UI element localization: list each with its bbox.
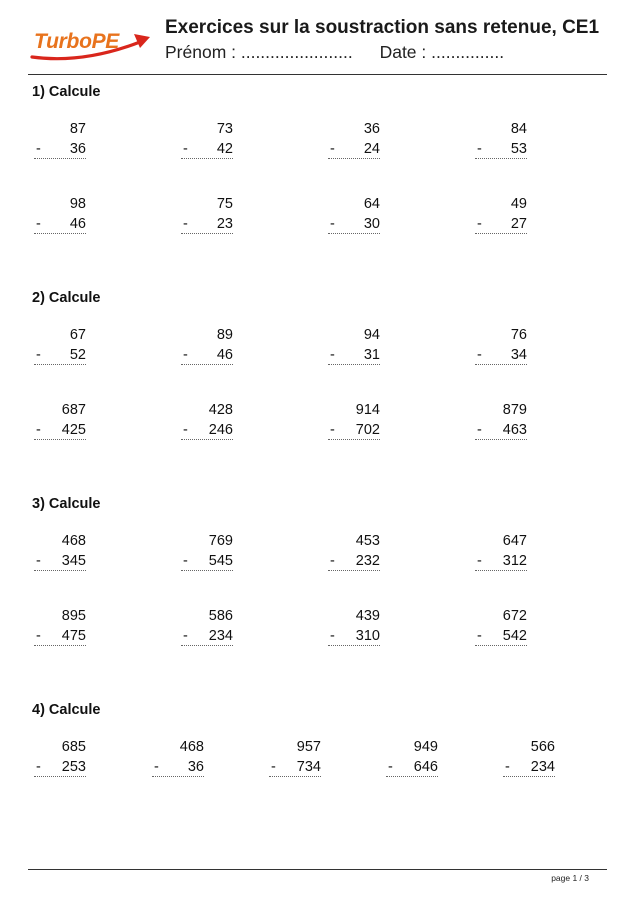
answer-line <box>328 570 380 571</box>
subtrahend: 24 <box>363 141 380 157</box>
minus-sign: - <box>330 141 335 157</box>
subtraction-problem <box>475 121 535 161</box>
minus-sign: - <box>505 759 510 775</box>
footer-divider <box>28 869 607 870</box>
section-title: 2) Calcule <box>32 290 101 306</box>
subtraction-problem <box>475 327 535 367</box>
subtraction-problem <box>269 739 329 779</box>
minus-sign: - <box>477 628 482 644</box>
minus-sign: - <box>36 422 41 438</box>
minuend: 685 <box>61 739 86 755</box>
minuend: 89 <box>216 327 233 343</box>
subtraction-problem <box>328 402 388 442</box>
subtrahend: 425 <box>61 422 86 438</box>
minuend: 428 <box>208 402 233 418</box>
header-divider <box>28 74 607 75</box>
subtrahend: 463 <box>502 422 527 438</box>
answer-line <box>475 233 527 234</box>
subtrahend: 345 <box>61 553 86 569</box>
minuend: 67 <box>69 327 86 343</box>
minuend: 687 <box>61 402 86 418</box>
logo-text: TurboPE <box>34 30 120 53</box>
subtraction-problem <box>328 121 388 161</box>
minuend: 87 <box>69 121 86 137</box>
answer-line <box>475 158 527 159</box>
answer-line <box>181 364 233 365</box>
answer-line <box>475 570 527 571</box>
minus-sign: - <box>477 422 482 438</box>
minus-sign: - <box>330 628 335 644</box>
answer-line <box>34 645 86 646</box>
minus-sign: - <box>183 347 188 363</box>
date-field: Date : ............... <box>379 42 505 62</box>
minuend: 453 <box>355 533 380 549</box>
minuend: 895 <box>61 608 86 624</box>
minuend: 647 <box>502 533 527 549</box>
answer-line <box>181 570 233 571</box>
minuend: 94 <box>363 327 380 343</box>
minuend: 672 <box>502 608 527 624</box>
subtraction-problem <box>34 327 94 367</box>
subtrahend: 702 <box>355 422 380 438</box>
minus-sign: - <box>477 141 482 157</box>
answer-line <box>328 439 380 440</box>
subtrahend: 312 <box>502 553 527 569</box>
answer-line <box>475 645 527 646</box>
subtraction-problem <box>328 196 388 236</box>
minuend: 98 <box>69 196 86 212</box>
minuend: 84 <box>510 121 527 137</box>
subtraction-problem <box>181 327 241 367</box>
answer-line <box>181 645 233 646</box>
answer-line <box>475 364 527 365</box>
section-title: 4) Calcule <box>32 702 101 718</box>
subtraction-problem <box>475 533 535 573</box>
section-title: 1) Calcule <box>32 84 101 100</box>
minus-sign: - <box>36 141 41 157</box>
answer-line <box>328 233 380 234</box>
answer-line <box>34 158 86 159</box>
subtraction-problem <box>152 739 212 779</box>
subtrahend: 27 <box>510 216 527 232</box>
answer-line <box>181 439 233 440</box>
minus-sign: - <box>330 347 335 363</box>
answer-line <box>328 645 380 646</box>
minuend: 586 <box>208 608 233 624</box>
prenom-field: Prénom : ....................... <box>165 42 353 62</box>
minuend: 73 <box>216 121 233 137</box>
minus-sign: - <box>36 553 41 569</box>
page-number: page 1 / 3 <box>551 873 589 883</box>
answer-line <box>34 570 86 571</box>
minuend: 949 <box>413 739 438 755</box>
subtrahend: 646 <box>413 759 438 775</box>
answer-line <box>34 364 86 365</box>
subtraction-problem <box>328 608 388 648</box>
minuend: 49 <box>510 196 527 212</box>
minus-sign: - <box>183 141 188 157</box>
subtraction-problem <box>34 739 94 779</box>
subtraction-problem <box>34 533 94 573</box>
minus-sign: - <box>183 216 188 232</box>
minuend: 468 <box>179 739 204 755</box>
subtraction-problem <box>181 121 241 161</box>
answer-line <box>34 439 86 440</box>
subtrahend: 246 <box>208 422 233 438</box>
subtrahend: 30 <box>363 216 380 232</box>
minuend: 36 <box>363 121 380 137</box>
minus-sign: - <box>477 553 482 569</box>
subtraction-problem <box>181 533 241 573</box>
answer-line <box>152 776 204 777</box>
minuend: 468 <box>61 533 86 549</box>
answer-line <box>269 776 321 777</box>
minus-sign: - <box>388 759 393 775</box>
minus-sign: - <box>271 759 276 775</box>
minus-sign: - <box>477 216 482 232</box>
section-title: 3) Calcule <box>32 496 101 512</box>
subtrahend: 545 <box>208 553 233 569</box>
answer-line <box>475 439 527 440</box>
minuend: 957 <box>296 739 321 755</box>
minuend: 64 <box>363 196 380 212</box>
minuend: 439 <box>355 608 380 624</box>
minus-sign: - <box>36 216 41 232</box>
minus-sign: - <box>36 759 41 775</box>
subtrahend: 232 <box>355 553 380 569</box>
subtrahend: 310 <box>355 628 380 644</box>
subtraction-problem <box>34 121 94 161</box>
answer-line <box>328 364 380 365</box>
minus-sign: - <box>36 347 41 363</box>
subtrahend: 36 <box>69 141 86 157</box>
subtraction-problem <box>34 402 94 442</box>
minus-sign: - <box>183 422 188 438</box>
subtrahend: 542 <box>502 628 527 644</box>
minus-sign: - <box>330 422 335 438</box>
subtrahend: 234 <box>208 628 233 644</box>
answer-line <box>503 776 555 777</box>
answer-line <box>386 776 438 777</box>
subtrahend: 253 <box>61 759 86 775</box>
subtraction-problem <box>386 739 446 779</box>
minus-sign: - <box>154 759 159 775</box>
subtrahend: 36 <box>187 759 204 775</box>
subtrahend: 475 <box>61 628 86 644</box>
subtrahend: 34 <box>510 347 527 363</box>
subtrahend: 234 <box>530 759 555 775</box>
subtraction-problem <box>475 402 535 442</box>
subtraction-problem <box>475 608 535 648</box>
minuend: 566 <box>530 739 555 755</box>
minuend: 879 <box>502 402 527 418</box>
subtraction-problem <box>181 402 241 442</box>
subtrahend: 46 <box>216 347 233 363</box>
minuend: 914 <box>355 402 380 418</box>
subtrahend: 42 <box>216 141 233 157</box>
answer-line <box>181 233 233 234</box>
subtrahend: 52 <box>69 347 86 363</box>
subtraction-problem <box>181 196 241 236</box>
minus-sign: - <box>183 628 188 644</box>
minus-sign: - <box>183 553 188 569</box>
minus-sign: - <box>477 347 482 363</box>
name-date-line <box>165 42 504 63</box>
answer-line <box>34 233 86 234</box>
subtrahend: 23 <box>216 216 233 232</box>
subtrahend: 53 <box>510 141 527 157</box>
subtraction-problem <box>34 196 94 236</box>
minuend: 769 <box>208 533 233 549</box>
minuend: 75 <box>216 196 233 212</box>
turbope-logo <box>28 24 152 64</box>
page-title: Exercices sur la soustraction sans retenue, CE1 <box>165 17 600 38</box>
minus-sign: - <box>36 628 41 644</box>
subtraction-problem <box>34 608 94 648</box>
subtraction-problem <box>475 196 535 236</box>
answer-line <box>328 158 380 159</box>
subtrahend: 31 <box>363 347 380 363</box>
minus-sign: - <box>330 216 335 232</box>
subtrahend: 46 <box>69 216 86 232</box>
subtraction-problem <box>328 327 388 367</box>
minus-sign: - <box>330 553 335 569</box>
subtraction-problem <box>328 533 388 573</box>
subtraction-problem <box>503 739 563 779</box>
subtraction-problem <box>181 608 241 648</box>
subtrahend: 734 <box>296 759 321 775</box>
answer-line <box>181 158 233 159</box>
minuend: 76 <box>510 327 527 343</box>
answer-line <box>34 776 86 777</box>
